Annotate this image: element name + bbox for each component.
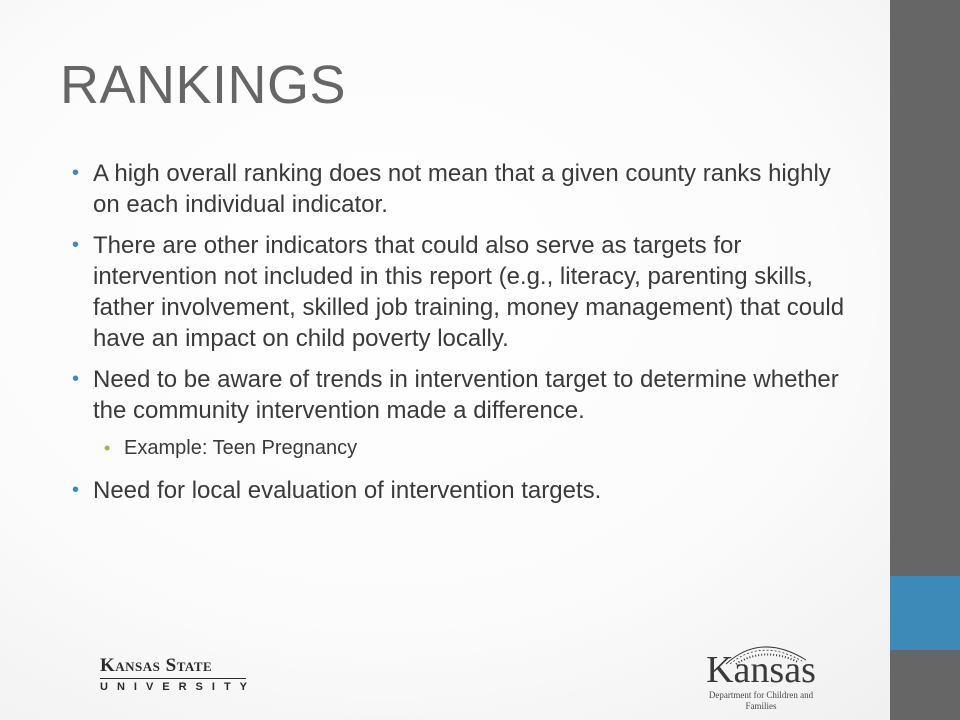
sidebar-accent-block — [890, 576, 960, 650]
bullet-dot: • — [72, 479, 80, 501]
bullet-dot: • — [72, 368, 80, 390]
ksu-logo-name: Kansas State — [100, 655, 213, 676]
kansas-dcf-logo — [706, 636, 816, 716]
bullet-text: Need to be aware of trends in intervention target to determine whether the community intervention made a difference. — [93, 366, 839, 424]
bullet-dot: • — [72, 162, 80, 184]
bullet-text: Example: Teen Pregnancy — [124, 437, 358, 459]
bullet-text: A high overall ranking does not mean that a given county ranks highly on each individual indicator. — [93, 160, 831, 218]
dcf-logo-department: Department for Children and Families — [708, 690, 814, 711]
bullet-dot: • — [104, 438, 111, 458]
kansas-state-university-logo — [100, 655, 257, 695]
bullet-item — [72, 364, 852, 426]
ksu-logo-rule — [100, 678, 246, 679]
ksu-logo-university: UNIVERSITY — [100, 681, 257, 693]
bullet-dot: • — [72, 234, 80, 256]
bullet-list — [72, 158, 852, 516]
slide-title: RANKINGS — [60, 55, 347, 115]
dcf-logo-name: Kansas — [706, 649, 816, 691]
bullet-item — [72, 475, 852, 506]
bullet-text: There are other indicators that could also serve as targets for intervention not included in this report (e.g., literacy, parenting skills, father involvement, skilled job training, money management) that could have an impact on child poverty locally. — [93, 232, 845, 352]
bullet-item — [72, 158, 852, 220]
bullet-item — [72, 230, 852, 354]
sub-bullet-item — [104, 434, 852, 462]
bullet-text: Need for local evaluation of intervention targets. — [93, 477, 602, 504]
